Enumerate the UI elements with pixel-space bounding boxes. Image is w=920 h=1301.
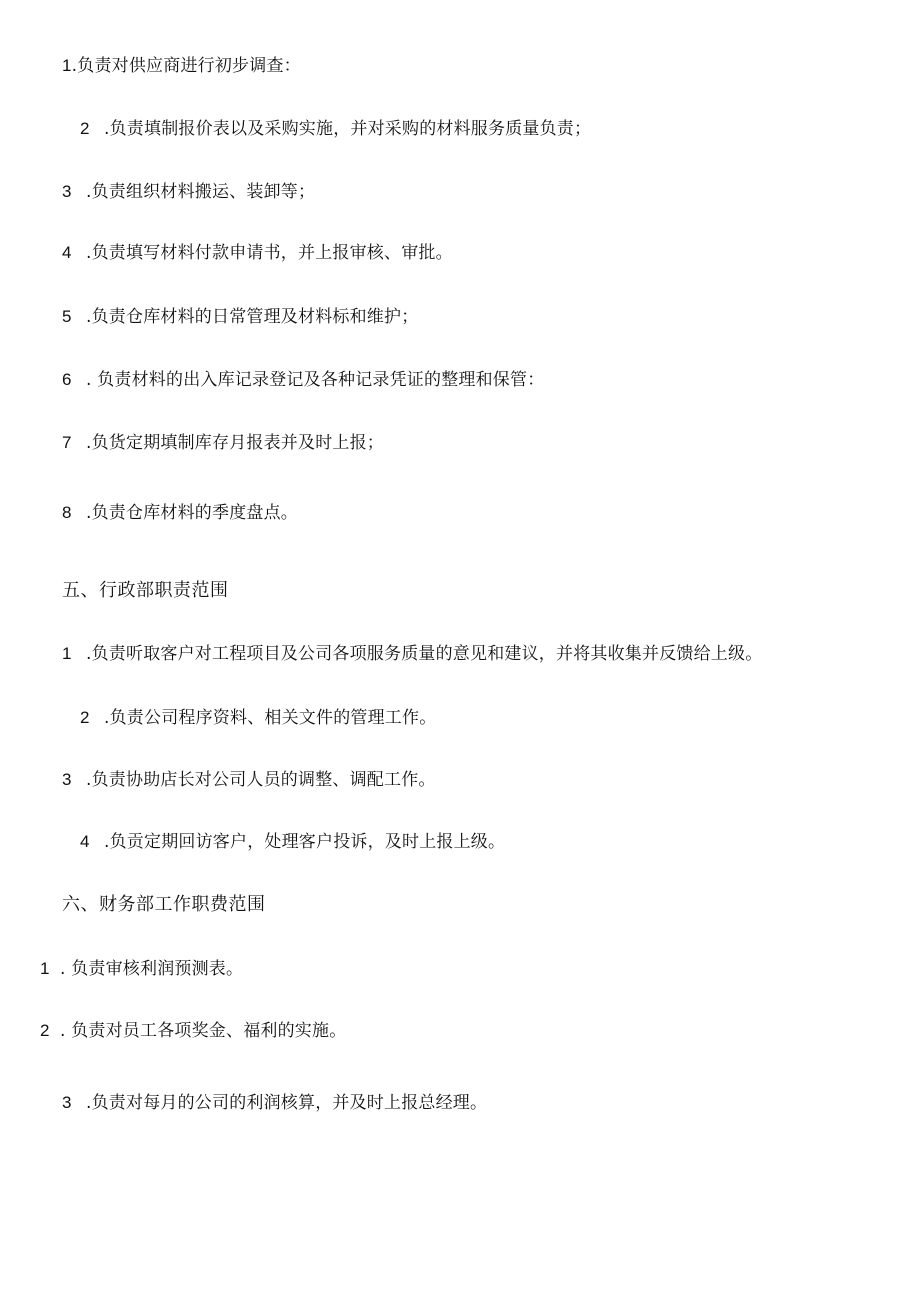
list-item — [80, 707, 436, 729]
item-number: 4 — [62, 243, 72, 262]
item-text: .负责听取客户对工程项目及公司各项服务质量的意见和建议，并将其收集并反馈给上级。 — [86, 644, 763, 664]
list-item — [80, 118, 591, 140]
list-item — [62, 1092, 487, 1114]
list-item — [62, 242, 453, 264]
item-number: 6 — [62, 370, 72, 389]
list-item — [62, 643, 762, 665]
item-number: 5 — [62, 307, 72, 326]
item-text: .负责仓库材料的日常管理及材料标和维护； — [86, 307, 419, 327]
item-text: .负责填写材料付款申请书，并上报审核、审批。 — [86, 243, 453, 263]
item-number: 1 — [62, 56, 72, 75]
item-number: 8 — [62, 503, 72, 522]
item-number: 4 — [80, 832, 90, 851]
item-text: .负责公司程序资料、相关文件的管理工作。 — [104, 708, 437, 728]
section-heading: 六、财务部工作职费范围 — [62, 894, 266, 915]
item-number: 2 — [80, 119, 90, 138]
list-item — [62, 432, 384, 454]
item-text: .负贡定期回访客户，处理客户投诉，及时上报上级。 — [104, 832, 506, 852]
item-text: . 负责对员工各项奖金、福利的实施。 — [60, 1021, 347, 1041]
list-item — [62, 55, 301, 77]
item-text: .负责仓库材料的季度盘点。 — [86, 503, 299, 523]
section-heading: 五、行政部职责范围 — [62, 580, 229, 601]
item-text: . 负责材料的出入库记录登记及各种记录凭证的整理和保管： — [86, 370, 545, 390]
item-number: 2 — [80, 708, 90, 727]
item-text: .负责对供应商进行初步调查： — [71, 56, 301, 76]
item-text: .负责组织材料搬运、装卸等； — [86, 182, 316, 202]
list-item — [40, 1020, 346, 1042]
item-number: 7 — [62, 433, 72, 452]
item-number: 1 — [40, 959, 50, 978]
list-item — [62, 369, 544, 391]
list-item — [62, 502, 298, 524]
list-item — [62, 306, 418, 328]
item-number: 2 — [40, 1021, 50, 1040]
list-item — [40, 958, 243, 980]
item-text: .负责对每月的公司的利润核算，并及时上报总经理。 — [86, 1093, 488, 1113]
list-item — [62, 769, 436, 791]
list-item — [80, 831, 505, 853]
list-item — [62, 181, 315, 203]
item-number: 3 — [62, 770, 72, 789]
item-text: .负责协助店长对公司人员的调整、调配工作。 — [86, 770, 436, 790]
item-text: .负货定期填制库存月报表并及时上报； — [86, 433, 385, 453]
item-number: 3 — [62, 1093, 72, 1112]
item-number: 1 — [62, 644, 72, 663]
item-number: 3 — [62, 182, 72, 201]
item-text: . 负责审核利润预测表。 — [60, 959, 244, 979]
item-text: .负责填制报价表以及采购实施，并对采购的材料服务质量负责； — [104, 119, 592, 139]
